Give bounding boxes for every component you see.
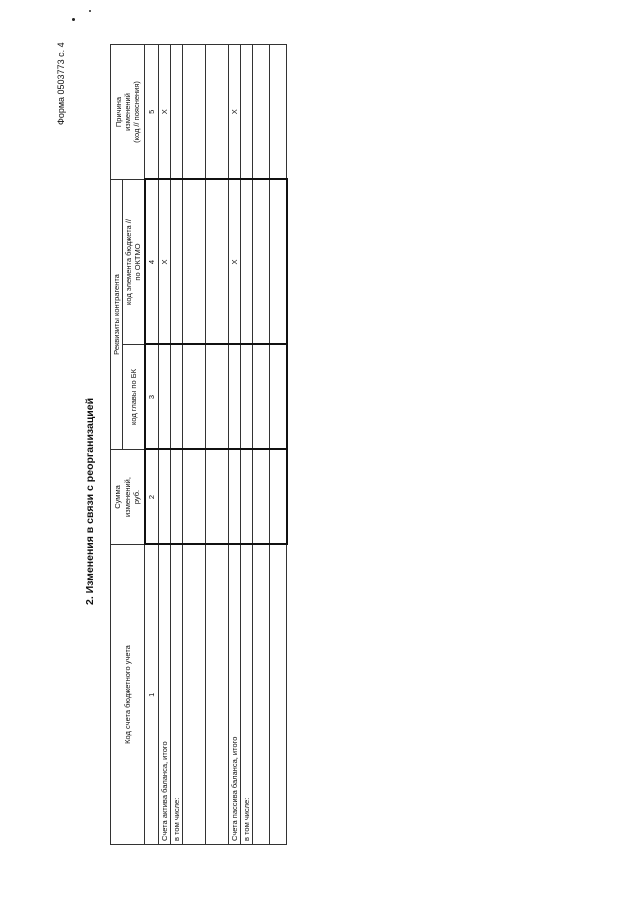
sum-cell	[252, 450, 269, 545]
chapter-code-cell	[240, 345, 252, 450]
reason-cell: X	[228, 44, 240, 179]
column-number: 5	[145, 44, 159, 179]
section-title: 2. Изменения в связи с реорганизацией	[84, 397, 96, 605]
element-code-cell	[205, 179, 228, 344]
header-element-code: код элемента бюджета // по ОКТМО	[123, 179, 145, 344]
column-number: 1	[145, 545, 159, 845]
chapter-code-cell	[269, 345, 287, 450]
sum-cell	[240, 450, 252, 545]
element-code-cell	[170, 179, 182, 344]
reason-cell	[205, 44, 228, 179]
header-sum: Сумма изменений, руб.	[111, 450, 145, 545]
column-number-row	[145, 44, 159, 844]
row-label-liabilities-including: в том числе:	[240, 545, 252, 845]
header-counterparty: Реквизиты контрагента	[111, 179, 123, 449]
table-row	[158, 44, 170, 844]
reorganization-table	[110, 44, 288, 845]
column-number: 3	[145, 345, 159, 450]
chapter-code-cell	[228, 345, 240, 450]
header-reason: Причина изменений (код // пояснения)	[111, 44, 145, 179]
header-chapter-code: код главы по БК	[123, 345, 145, 450]
table-row	[269, 44, 287, 844]
reason-cell	[170, 44, 182, 179]
element-code-cell: X	[228, 179, 240, 344]
account-code-cell	[269, 545, 287, 845]
element-code-cell	[240, 179, 252, 344]
reason-cell	[182, 44, 205, 179]
element-code-cell	[269, 179, 287, 344]
account-code-cell	[205, 545, 228, 845]
table-row	[170, 44, 182, 844]
row-label-assets-including: в том числе:	[170, 545, 182, 845]
row-label-assets-total: Счета актива баланса, итого	[158, 545, 170, 845]
header-account-code: Код счета бюджетного учета	[111, 545, 145, 845]
sum-cell	[269, 450, 287, 545]
account-code-cell	[252, 545, 269, 845]
reason-cell	[240, 44, 252, 179]
table-row	[240, 44, 252, 844]
sum-cell	[205, 450, 228, 545]
table-row	[205, 44, 228, 844]
element-code-cell	[182, 179, 205, 344]
table-row	[252, 44, 269, 844]
chapter-code-cell	[205, 345, 228, 450]
chapter-code-cell	[252, 345, 269, 450]
reason-cell: X	[158, 44, 170, 179]
element-code-cell	[252, 179, 269, 344]
account-code-cell	[182, 545, 205, 845]
column-number: 4	[145, 179, 159, 344]
table-row	[228, 44, 240, 844]
chapter-code-cell	[182, 345, 205, 450]
sum-cell	[170, 450, 182, 545]
chapter-code-cell	[158, 345, 170, 450]
row-label-liabilities-total: Счета пассива баланса, итого	[228, 545, 240, 845]
sum-cell	[182, 450, 205, 545]
table-row	[182, 44, 205, 844]
header-row-1	[111, 44, 123, 844]
form-number: Форма 0503773 с. 4	[56, 42, 66, 125]
reason-cell	[252, 44, 269, 179]
element-code-cell: X	[158, 179, 170, 344]
reason-cell	[269, 44, 287, 179]
column-number: 2	[145, 450, 159, 545]
sum-cell	[228, 450, 240, 545]
chapter-code-cell	[170, 345, 182, 450]
sum-cell	[158, 450, 170, 545]
